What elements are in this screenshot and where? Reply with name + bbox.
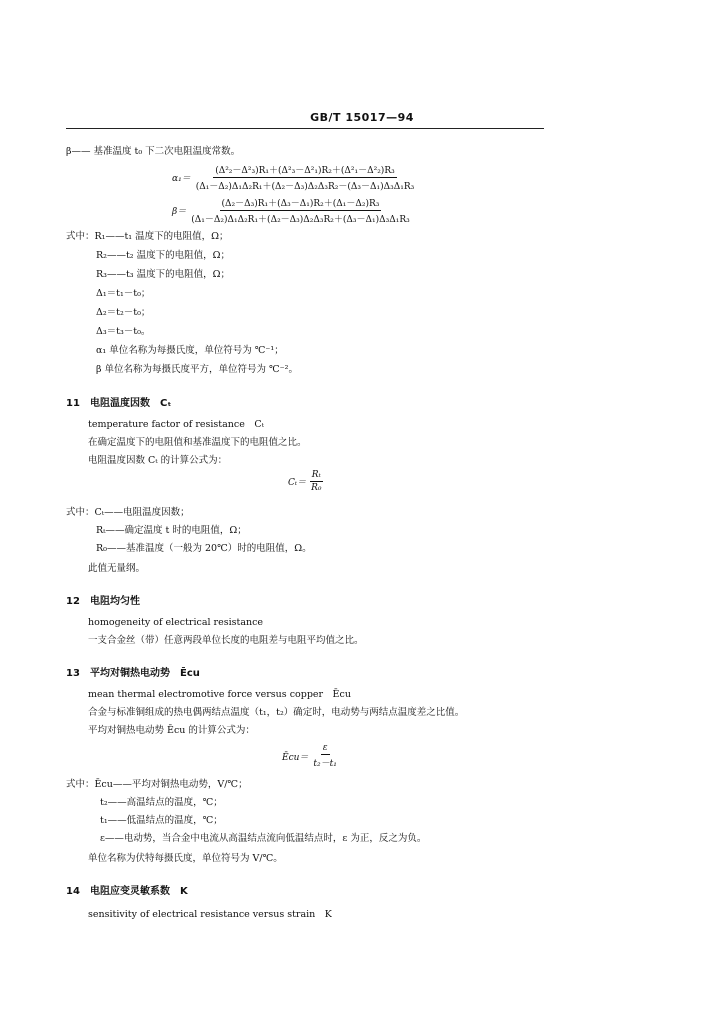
header-rule xyxy=(66,128,544,129)
section-12-title: 电阻均匀性 xyxy=(90,596,140,607)
where-line: α₁ 单位名称为每摄氏度，单位符号为 ℃⁻¹； xyxy=(96,345,284,356)
where-line: Δ₃＝t₃－t₀。 xyxy=(96,326,151,337)
formula-alpha-numerator: (Δ²₂－Δ²₃)R₁＋(Δ²₃－Δ²₁)R₂＋(Δ²₁－Δ²₂)R₃ xyxy=(213,163,397,178)
formula-beta-numerator: (Δ₂－Δ₃)R₁＋(Δ₃－Δ₁)R₂＋(Δ₁－Δ₂)R₃ xyxy=(220,196,382,211)
formula-beta xyxy=(172,196,412,225)
where-line: R₃——t₃ 温度下的电阻值，Ω； xyxy=(96,269,230,280)
section-14-heading xyxy=(66,882,188,897)
section-11-formula-intro: 电阻温度因数 Cₜ 的计算公式为： xyxy=(88,455,228,466)
section-12-english: homogeneity of electrical resistance xyxy=(88,617,264,628)
formula-ecu xyxy=(282,743,339,769)
section-11-heading xyxy=(66,394,171,409)
section-11-title: 电阻温度因数 Cₜ xyxy=(90,398,172,409)
section-12-heading xyxy=(66,592,140,607)
section-13-formula-intro: 平均对铜热电动势 Ēcu 的计算公式为： xyxy=(88,725,255,736)
formula-ct-lhs: Cₜ＝ xyxy=(288,478,307,488)
section-14-english: sensitivity of electrical resistance versus strain K xyxy=(88,909,332,920)
section-14-number: 14 xyxy=(66,886,80,897)
section-11-definition: 在确定温度下的电阻值和基准温度下的电阻值之比。 xyxy=(88,437,307,448)
section-12-number: 12 xyxy=(66,596,80,607)
formula-ct-denominator: R₀ xyxy=(311,483,322,493)
standard-number: GB/T 15017—94 xyxy=(310,111,414,124)
section-13-heading xyxy=(66,664,200,679)
where-line: R₂——t₂ 温度下的电阻值，Ω； xyxy=(96,250,230,261)
where-line: β 单位名称为每摄氏度平方，单位符号为 ℃⁻²。 xyxy=(96,364,298,375)
formula-ecu-denominator: t₂－t₁ xyxy=(313,759,337,769)
where-line: t₂——高温结点的温度，℃； xyxy=(100,797,223,808)
section-12-definition: 一支合金丝（带）任意两段单位长度的电阻差与电阻平均值之比。 xyxy=(88,635,364,646)
formula-ct-numerator: Rₜ xyxy=(311,470,321,480)
where-line: 式中：Ēcu——平均对铜热电动势，V/℃； xyxy=(66,779,248,790)
formula-beta-denominator: (Δ₁－Δ₂)Δ₁Δ₂R₁＋(Δ₂－Δ₃)Δ₂Δ₃R₂＋(Δ₃－Δ₁)Δ₃Δ₁R₃ xyxy=(191,215,410,225)
section-11-english: temperature factor of resistance Cₜ xyxy=(88,419,264,430)
formula-beta-lhs: β＝ xyxy=(172,207,187,217)
section-13-english: mean thermal electromotive force versus copper Ēcu xyxy=(88,689,351,700)
section-14-title: 电阻应变灵敏系数 K xyxy=(90,886,188,897)
section-13-definition: 合金与标准铜组成的热电偶两结点温度（t₁，t₂）确定时，电动势与两结点温度差之比值。 xyxy=(88,707,465,718)
formula-ct xyxy=(288,470,324,493)
where-line: Δ₂＝t₂－t₀； xyxy=(96,307,151,318)
section-13-number: 13 xyxy=(66,668,80,679)
where-line: ε——电动势，当合金中电流从高温结点流向低温结点时，ε 为正，反之为负。 xyxy=(100,833,427,844)
where-line: R₀——基准温度（一般为 20℃）时的电阻值，Ω。 xyxy=(96,543,312,554)
formula-ecu-lhs: Ēcu＝ xyxy=(282,752,309,763)
where-line: 式中：R₁——t₁ 温度下的电阻值，Ω； xyxy=(66,231,229,242)
where-line: 式中：Cₜ——电阻温度因数； xyxy=(66,507,190,518)
where-line: Δ₁＝t₁－t₀； xyxy=(96,288,151,299)
where-line: Rₜ——确定温度 t 时的电阻值，Ω； xyxy=(96,525,247,536)
section-11-number: 11 xyxy=(66,398,80,409)
where-note: 单位名称为伏特每摄氏度，单位符号为 V/℃。 xyxy=(88,853,283,864)
formula-alpha-denominator: (Δ₁－Δ₂)Δ₁Δ₂R₁＋(Δ₂－Δ₃)Δ₂Δ₃R₂－(Δ₃－Δ₁)Δ₃Δ₁R₃ xyxy=(195,182,415,192)
beta-definition: β—— 基准温度 t₀ 下二次电阻温度常数。 xyxy=(66,146,241,157)
where-note: 此值无量纲。 xyxy=(88,563,146,574)
formula-alpha-lhs: α₁＝ xyxy=(172,174,191,184)
formula-alpha xyxy=(172,163,416,192)
formula-ecu-numerator: ε xyxy=(322,743,328,753)
section-13-title: 平均对铜热电动势 Ēcu xyxy=(90,668,200,679)
where-line: t₁——低温结点的温度，℃； xyxy=(100,815,223,826)
